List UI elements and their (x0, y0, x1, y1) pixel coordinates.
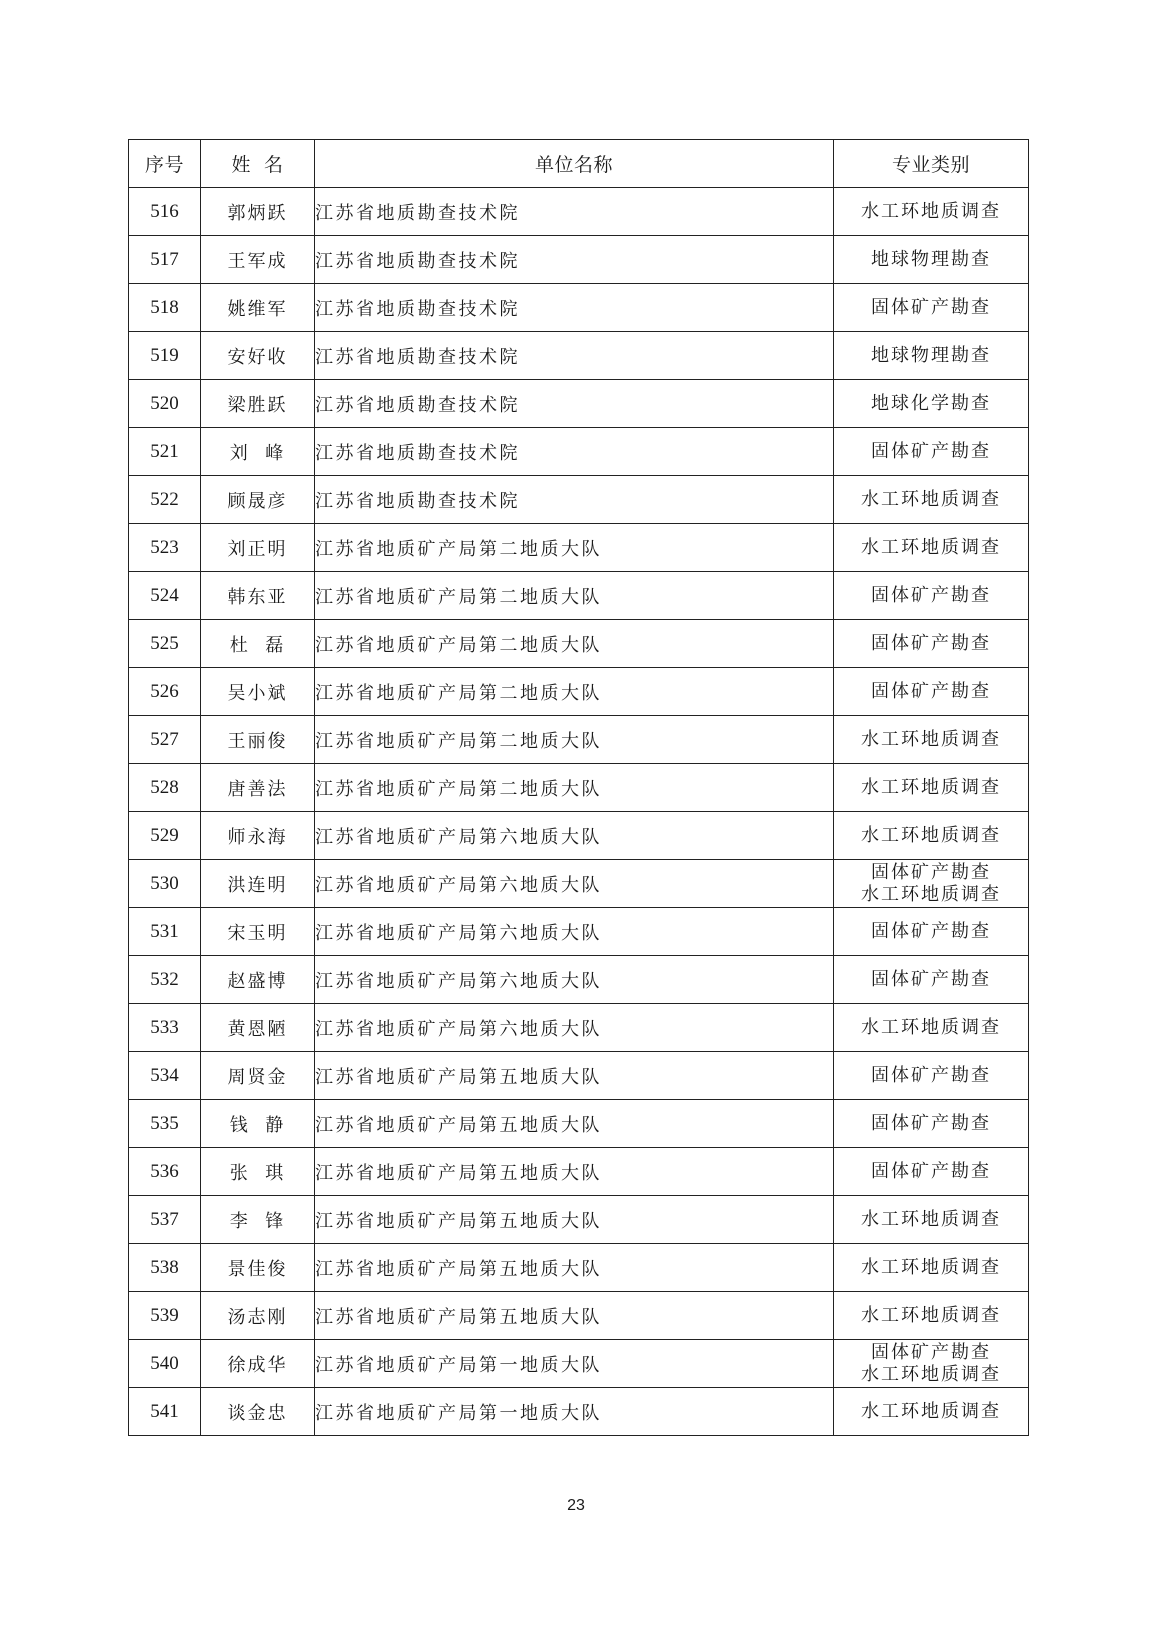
category-line: 固体矿产勘查 (871, 1064, 991, 1086)
person-name: 梁胜跃 (201, 380, 315, 428)
person-name: 师永海 (201, 812, 315, 860)
category-line: 水工环地质调查 (861, 536, 1001, 558)
table-row (129, 1340, 1029, 1388)
unit-name: 江苏省地质矿产局第六地质大队 (315, 956, 834, 1004)
category-line: 水工环地质调查 (861, 883, 1001, 905)
person-name: 宋玉明 (201, 908, 315, 956)
person-name: 顾晟彦 (201, 476, 315, 524)
category-line: 水工环地质调查 (861, 1256, 1001, 1278)
specialty-category (834, 1340, 1029, 1388)
specialty-category (834, 476, 1029, 524)
row-number: 527 (129, 716, 201, 764)
unit-name: 江苏省地质勘查技术院 (315, 476, 834, 524)
specialty-category (834, 860, 1029, 908)
row-number: 537 (129, 1196, 201, 1244)
specialty-category (834, 1292, 1029, 1340)
unit-name: 江苏省地质矿产局第二地质大队 (315, 572, 834, 620)
category-line: 水工环地质调查 (861, 776, 1001, 798)
category-line: 固体矿产勘查 (871, 920, 991, 942)
row-number: 531 (129, 908, 201, 956)
table-row (129, 428, 1029, 476)
table-row (129, 524, 1029, 572)
row-number: 523 (129, 524, 201, 572)
unit-name: 江苏省地质勘查技术院 (315, 188, 834, 236)
person-name: 汤志刚 (201, 1292, 315, 1340)
table-row (129, 1100, 1029, 1148)
category-line: 固体矿产勘查 (871, 1160, 991, 1182)
row-number: 524 (129, 572, 201, 620)
person-name: 洪连明 (201, 860, 315, 908)
table-row (129, 716, 1029, 764)
specialty-category (834, 716, 1029, 764)
person-name: 黄恩陋 (201, 1004, 315, 1052)
table-row (129, 860, 1029, 908)
category-line: 水工环地质调查 (861, 1016, 1001, 1038)
category-line: 水工环地质调查 (861, 1304, 1001, 1326)
unit-name: 江苏省地质勘查技术院 (315, 380, 834, 428)
specialty-category (834, 1244, 1029, 1292)
table-row (129, 1196, 1029, 1244)
table-row (129, 1052, 1029, 1100)
table-row (129, 668, 1029, 716)
unit-name: 江苏省地质矿产局第五地质大队 (315, 1148, 834, 1196)
table-header (129, 140, 1029, 188)
row-number: 533 (129, 1004, 201, 1052)
row-number: 520 (129, 380, 201, 428)
header-no: 序号 (129, 140, 201, 188)
table-row (129, 476, 1029, 524)
person-name: 周贤金 (201, 1052, 315, 1100)
table-row (129, 1292, 1029, 1340)
category-line: 水工环地质调查 (861, 200, 1001, 222)
person-name: 张 琪 (201, 1148, 315, 1196)
table-row (129, 956, 1029, 1004)
person-name: 刘 峰 (201, 428, 315, 476)
row-number: 530 (129, 860, 201, 908)
person-name: 谈金忠 (201, 1388, 315, 1436)
header-unit: 单位名称 (315, 140, 834, 188)
table-body (129, 188, 1029, 1436)
category-line: 固体矿产勘查 (871, 680, 991, 702)
person-name: 安好收 (201, 332, 315, 380)
row-number: 522 (129, 476, 201, 524)
specialty-category (834, 620, 1029, 668)
specialty-category (834, 1148, 1029, 1196)
unit-name: 江苏省地质勘查技术院 (315, 332, 834, 380)
category-line: 水工环地质调查 (861, 1400, 1001, 1422)
row-number: 521 (129, 428, 201, 476)
unit-name: 江苏省地质矿产局第六地质大队 (315, 908, 834, 956)
table-row (129, 332, 1029, 380)
specialty-category (834, 1196, 1029, 1244)
row-number: 519 (129, 332, 201, 380)
table-row (129, 236, 1029, 284)
specialty-category (834, 668, 1029, 716)
row-number: 529 (129, 812, 201, 860)
person-name: 王军成 (201, 236, 315, 284)
category-line: 地球化学勘查 (871, 392, 991, 414)
unit-name: 江苏省地质矿产局第五地质大队 (315, 1100, 834, 1148)
unit-name: 江苏省地质矿产局第六地质大队 (315, 860, 834, 908)
row-number: 517 (129, 236, 201, 284)
category-line: 水工环地质调查 (861, 1208, 1001, 1230)
table-row (129, 1244, 1029, 1292)
header-name: 姓 名 (201, 140, 315, 188)
category-line: 固体矿产勘查 (871, 968, 991, 990)
unit-name: 江苏省地质矿产局第二地质大队 (315, 620, 834, 668)
row-number: 535 (129, 1100, 201, 1148)
category-line: 固体矿产勘查 (871, 296, 991, 318)
specialty-category (834, 1004, 1029, 1052)
specialty-category (834, 428, 1029, 476)
category-line: 固体矿产勘查 (871, 584, 991, 606)
category-line: 地球物理勘查 (871, 344, 991, 366)
specialty-category (834, 572, 1029, 620)
unit-name: 江苏省地质矿产局第五地质大队 (315, 1052, 834, 1100)
table-row (129, 908, 1029, 956)
person-name: 吴小斌 (201, 668, 315, 716)
specialty-category (834, 1100, 1029, 1148)
specialty-category (834, 764, 1029, 812)
unit-name: 江苏省地质勘查技术院 (315, 236, 834, 284)
unit-name: 江苏省地质矿产局第二地质大队 (315, 716, 834, 764)
specialty-category (834, 380, 1029, 428)
unit-name: 江苏省地质矿产局第六地质大队 (315, 812, 834, 860)
person-name: 姚维军 (201, 284, 315, 332)
category-line: 固体矿产勘查 (871, 1341, 991, 1363)
row-number: 526 (129, 668, 201, 716)
specialty-category (834, 236, 1029, 284)
table-row (129, 380, 1029, 428)
person-name: 杜 磊 (201, 620, 315, 668)
row-number: 538 (129, 1244, 201, 1292)
table-row (129, 1148, 1029, 1196)
unit-name: 江苏省地质矿产局第一地质大队 (315, 1340, 834, 1388)
table-row (129, 572, 1029, 620)
header-category: 专业类别 (834, 140, 1029, 188)
row-number: 540 (129, 1340, 201, 1388)
unit-name: 江苏省地质矿产局第六地质大队 (315, 1004, 834, 1052)
person-name: 韩东亚 (201, 572, 315, 620)
row-number: 525 (129, 620, 201, 668)
category-line: 水工环地质调查 (861, 488, 1001, 510)
row-number: 532 (129, 956, 201, 1004)
specialty-category (834, 908, 1029, 956)
unit-name: 江苏省地质矿产局第二地质大队 (315, 668, 834, 716)
unit-name: 江苏省地质矿产局第五地质大队 (315, 1196, 834, 1244)
person-name: 唐善法 (201, 764, 315, 812)
category-line: 固体矿产勘查 (871, 1112, 991, 1134)
row-number: 518 (129, 284, 201, 332)
table-row (129, 764, 1029, 812)
page-number: 23 (567, 1497, 585, 1514)
person-name: 王丽俊 (201, 716, 315, 764)
specialty-category (834, 812, 1029, 860)
unit-name: 江苏省地质矿产局第二地质大队 (315, 764, 834, 812)
unit-name: 江苏省地质勘查技术院 (315, 284, 834, 332)
row-number: 516 (129, 188, 201, 236)
specialty-category (834, 1388, 1029, 1436)
unit-name: 江苏省地质勘查技术院 (315, 428, 834, 476)
category-line: 地球物理勘查 (871, 248, 991, 270)
specialty-category (834, 188, 1029, 236)
category-line: 水工环地质调查 (861, 1363, 1001, 1385)
table-row (129, 284, 1029, 332)
person-name: 李 锋 (201, 1196, 315, 1244)
person-name: 赵盛博 (201, 956, 315, 1004)
table-row (129, 620, 1029, 668)
specialty-category (834, 956, 1029, 1004)
unit-name: 江苏省地质矿产局第一地质大队 (315, 1388, 834, 1436)
specialty-category (834, 284, 1029, 332)
specialty-category (834, 1052, 1029, 1100)
category-line: 水工环地质调查 (861, 824, 1001, 846)
table-row (129, 1004, 1029, 1052)
unit-name: 江苏省地质矿产局第二地质大队 (315, 524, 834, 572)
header-row (129, 140, 1029, 188)
table-row (129, 812, 1029, 860)
personnel-table (128, 139, 1029, 1436)
row-number: 536 (129, 1148, 201, 1196)
specialty-category (834, 332, 1029, 380)
unit-name: 江苏省地质矿产局第五地质大队 (315, 1244, 834, 1292)
table-row (129, 1388, 1029, 1436)
specialty-category (834, 524, 1029, 572)
person-name: 景佳俊 (201, 1244, 315, 1292)
category-line: 水工环地质调查 (861, 728, 1001, 750)
table-row (129, 188, 1029, 236)
category-line: 固体矿产勘查 (871, 440, 991, 462)
row-number: 539 (129, 1292, 201, 1340)
person-name: 刘正明 (201, 524, 315, 572)
row-number: 541 (129, 1388, 201, 1436)
unit-name: 江苏省地质矿产局第五地质大队 (315, 1292, 834, 1340)
row-number: 528 (129, 764, 201, 812)
person-name: 钱 静 (201, 1100, 315, 1148)
row-number: 534 (129, 1052, 201, 1100)
category-line: 固体矿产勘查 (871, 861, 991, 883)
person-name: 徐成华 (201, 1340, 315, 1388)
category-line: 固体矿产勘查 (871, 632, 991, 654)
person-name: 郭炳跃 (201, 188, 315, 236)
